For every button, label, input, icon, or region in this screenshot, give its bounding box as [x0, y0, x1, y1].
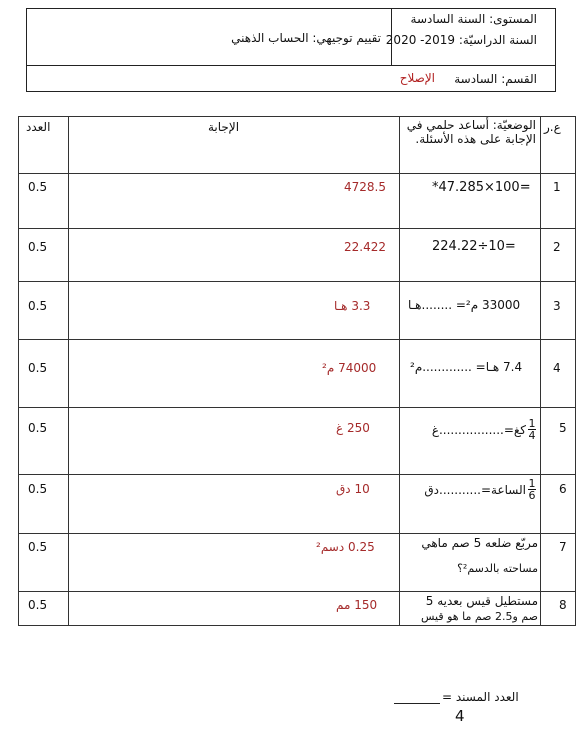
score-value: 0.5 [28, 482, 48, 496]
header-divider-horizontal [27, 65, 555, 66]
score-value: 0.5 [28, 240, 48, 254]
row-divider [18, 533, 576, 534]
table-border-bottom [18, 625, 576, 626]
total-value: 4 [455, 707, 465, 725]
row-divider [18, 591, 576, 592]
column-header-answer: الإجابة [208, 120, 240, 134]
question-text: 224.22÷10= [432, 239, 516, 254]
row-number: 8 [559, 598, 567, 612]
answer-text: 150 مم [336, 598, 378, 612]
score-value: 0.5 [28, 180, 48, 194]
question-text: 7.4 هـا= .............م² [410, 360, 523, 374]
answer-text: 3.3 هـا [334, 299, 371, 313]
row-number: 7 [559, 540, 567, 554]
row-number: 6 [559, 482, 567, 496]
score-value: 0.5 [28, 361, 48, 375]
column-header-number: ع.ر [544, 120, 561, 134]
fraction-numerator: 1 [528, 477, 536, 490]
table-border-left [18, 116, 19, 626]
score-value: 0.5 [28, 421, 48, 435]
level-label: المستوى: السنة السادسة [410, 12, 537, 26]
question-cell [410, 478, 538, 501]
header-box [26, 8, 556, 92]
score-value: 0.5 [28, 540, 48, 554]
column-divider-number [540, 116, 541, 626]
answer-text: 250 غ [336, 421, 370, 435]
correction-label: الإصلاح [399, 71, 435, 85]
question-text: كغ=.................غ [431, 422, 526, 437]
school-year: السنة الدراسيّة: 2019- 2020 [385, 33, 537, 47]
answer-text: 22.422 [344, 240, 386, 254]
evaluation-title: تقييم توجيهي: الحساب الذهني [231, 31, 381, 45]
column-divider-score [68, 116, 69, 626]
total-blank-line [394, 703, 440, 704]
question-text: مستطيل قيس بعديه 5 [425, 594, 538, 608]
exercise-table [18, 116, 576, 626]
fraction-denominator: 6 [528, 489, 536, 502]
row-divider [18, 173, 576, 174]
question-text: مربّع ضلعه 5 صم ماهي [421, 536, 538, 550]
row-number: 2 [553, 240, 561, 254]
row-divider [18, 339, 576, 340]
fraction [528, 418, 536, 441]
column-header-situation: الوضعيّة: أساعد حلمي في الإجابة على هذه الأسئلة. [406, 118, 536, 146]
table-border-right [575, 116, 576, 626]
question-text-line2: صم و2.5 صم ما هو قيس [421, 610, 538, 623]
answer-text: 4728.5 [344, 180, 386, 194]
column-header-score: العدد [26, 120, 51, 134]
section-label: القسم: السادسة [454, 72, 537, 86]
score-value: 0.5 [28, 598, 48, 612]
row-number: 1 [553, 180, 561, 194]
total-label: العدد المسند = [442, 690, 519, 704]
table-border-top [18, 116, 576, 117]
answer-text: 0.25 دسم² [316, 540, 375, 554]
score-value: 0.5 [28, 299, 48, 313]
fraction-denominator: 4 [528, 429, 536, 442]
question-text: الساعة=...........دق [424, 482, 526, 497]
answer-text: 10 دق [336, 482, 370, 496]
answer-text: 74000 م² [322, 361, 377, 375]
row-divider [18, 474, 576, 475]
row-divider [18, 228, 576, 229]
fraction [528, 478, 536, 501]
row-divider [18, 407, 576, 408]
fraction-numerator: 1 [528, 417, 536, 430]
row-number: 3 [553, 299, 561, 313]
question-text: *47.285×100= [432, 180, 531, 195]
row-number: 4 [553, 361, 561, 375]
question-text: 33000 م²= ........هـا [408, 298, 521, 312]
question-text-line2: مساحته بالدسم²؟ [457, 562, 538, 575]
question-cell [410, 418, 538, 441]
row-number: 5 [559, 421, 567, 435]
column-divider-answer [399, 116, 400, 626]
row-divider [18, 281, 576, 282]
